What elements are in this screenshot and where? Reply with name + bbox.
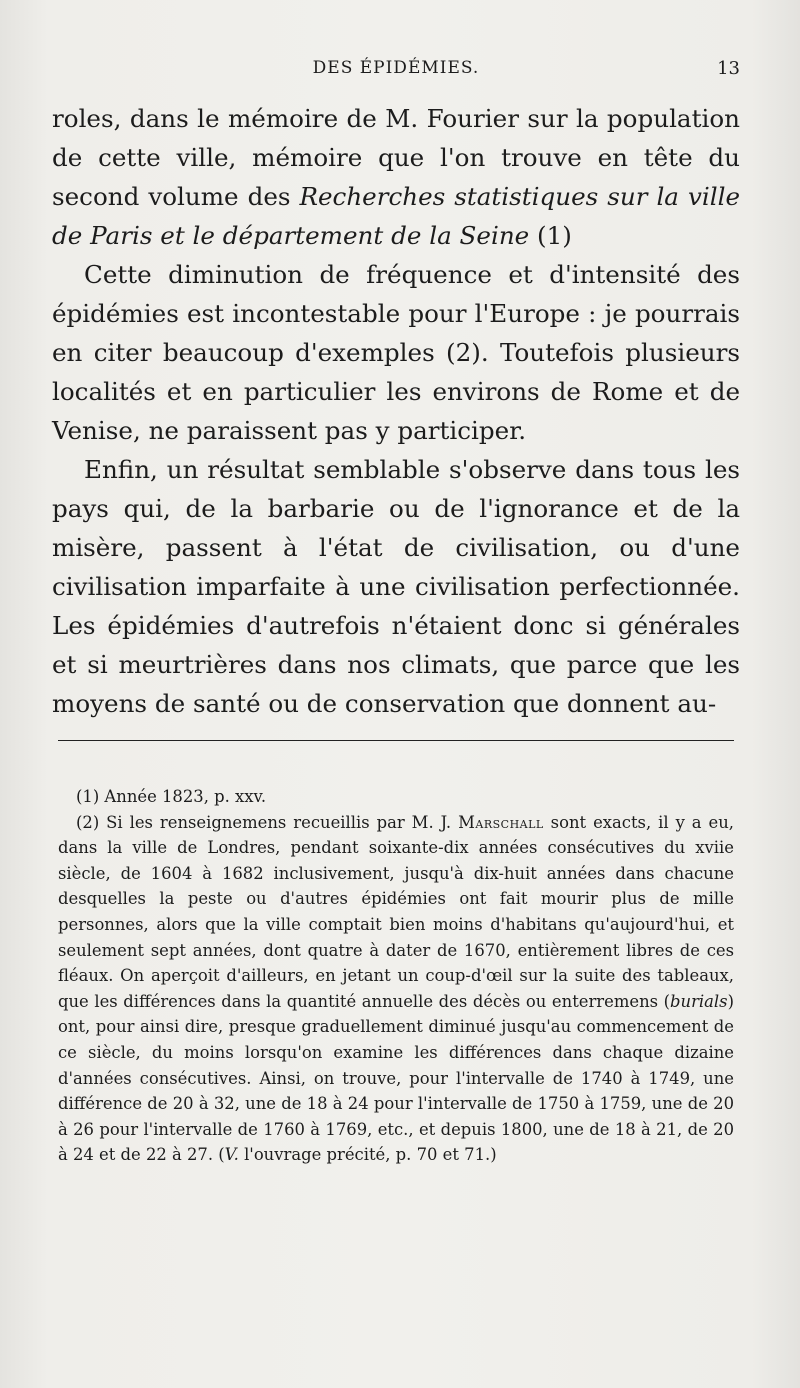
footnote-2-text-b: sont exacts, il y a eu, dans la ville de Londres, pendant soixante-dix années consécutives du xviie siècle, de 1604 à 1682 inclusivement, jusqu'à dix-huit années dans chacune desquelles la peste ou d'autres épidémies ont fait mourir plus de mille personnes, alors que la ville comptait bien moins d'habitans qu'aujourd'hui, et seulement sept années, dont quatre à dater de 1670, entièrement libres de ces fléaux. On aperçoit d'ailleurs, en jetant un coup-d'œil sur la suite des tableaux, que les différences dans la quantité annuelle des décès ou enterremens ( — [58, 812, 735, 1011]
footnote-divider — [58, 740, 734, 741]
running-title: DES ÉPIDÉMIES. — [312, 58, 480, 78]
footnote-2 — [58, 810, 734, 1168]
paragraph-1-text-b: (1) — [529, 221, 572, 250]
paragraph-1-text-a: roles, dans le mémoire de M. Fourier sur la population de cette ville, mémoire que l'on trouve en tête du second volume des — [52, 104, 740, 211]
footnote-2-author-name: Marschall — [458, 812, 544, 832]
paragraph-2: Cette diminution de fréquence et d'intensité des épidémies est incontestable pour l'Europe : je pourrais en citer beaucoup d'exemples (2). Toutefois plusieurs localités et en particulier les environs de Rome et de Venise, ne paraissent pas y participer. — [52, 260, 740, 445]
footnote-1: (1) Année 1823, p. xxv. — [76, 787, 267, 806]
paragraph-1 — [52, 99, 740, 255]
paragraph-1-book-title: Recherches statistiques sur la ville de Paris et le département de la Seine — [52, 182, 740, 250]
footnote-2-italic-ref: V. — [224, 1145, 239, 1165]
paragraph-3: Enfin, un résultat semblable s'observe dans tous les pays qui, de la barbarie ou de l'ignorance et de la misère, passent à l'état de civilisation, ou d'une civilisation imparfaite à une civilisation perfectionnée. Les épidémies d'autrefois n'étaient donc si générales et si meurtrières dans nos climats, que parce que les moyens de santé ou de conservation que donnent au- — [52, 455, 740, 718]
footnotes — [58, 784, 734, 1168]
page-number: 13 — [717, 58, 740, 79]
footnote-2-text-d: l'ouvrage précité, p. 70 et 71.) — [238, 1145, 497, 1165]
footnote-2-text-c: ) ont, pour ainsi dire, presque graduellement diminué jusqu'au commencement de ce siècle, du moins lorsqu'on examine les différences dans chaque dizaine d'années consécutives. Ainsi, on trouve, pour l'intervalle de 1740 à 1749, une différence de 20 à 32, une de 18 à 24 pour l'intervalle de 1750 à 1759, une de 20 à 26 pour l'intervalle de 1760 à 1769, etc., et depuis 1800, une de 18 à 21, de 20 à 24 et de 22 à 27. ( — [58, 991, 734, 1165]
footnote-2-text-a: (2) Si les renseignemens recueillis par M. J. — [76, 812, 459, 832]
footnote-2-italic-term: burials — [670, 991, 728, 1011]
page-header — [52, 58, 740, 92]
body-text — [52, 99, 740, 723]
